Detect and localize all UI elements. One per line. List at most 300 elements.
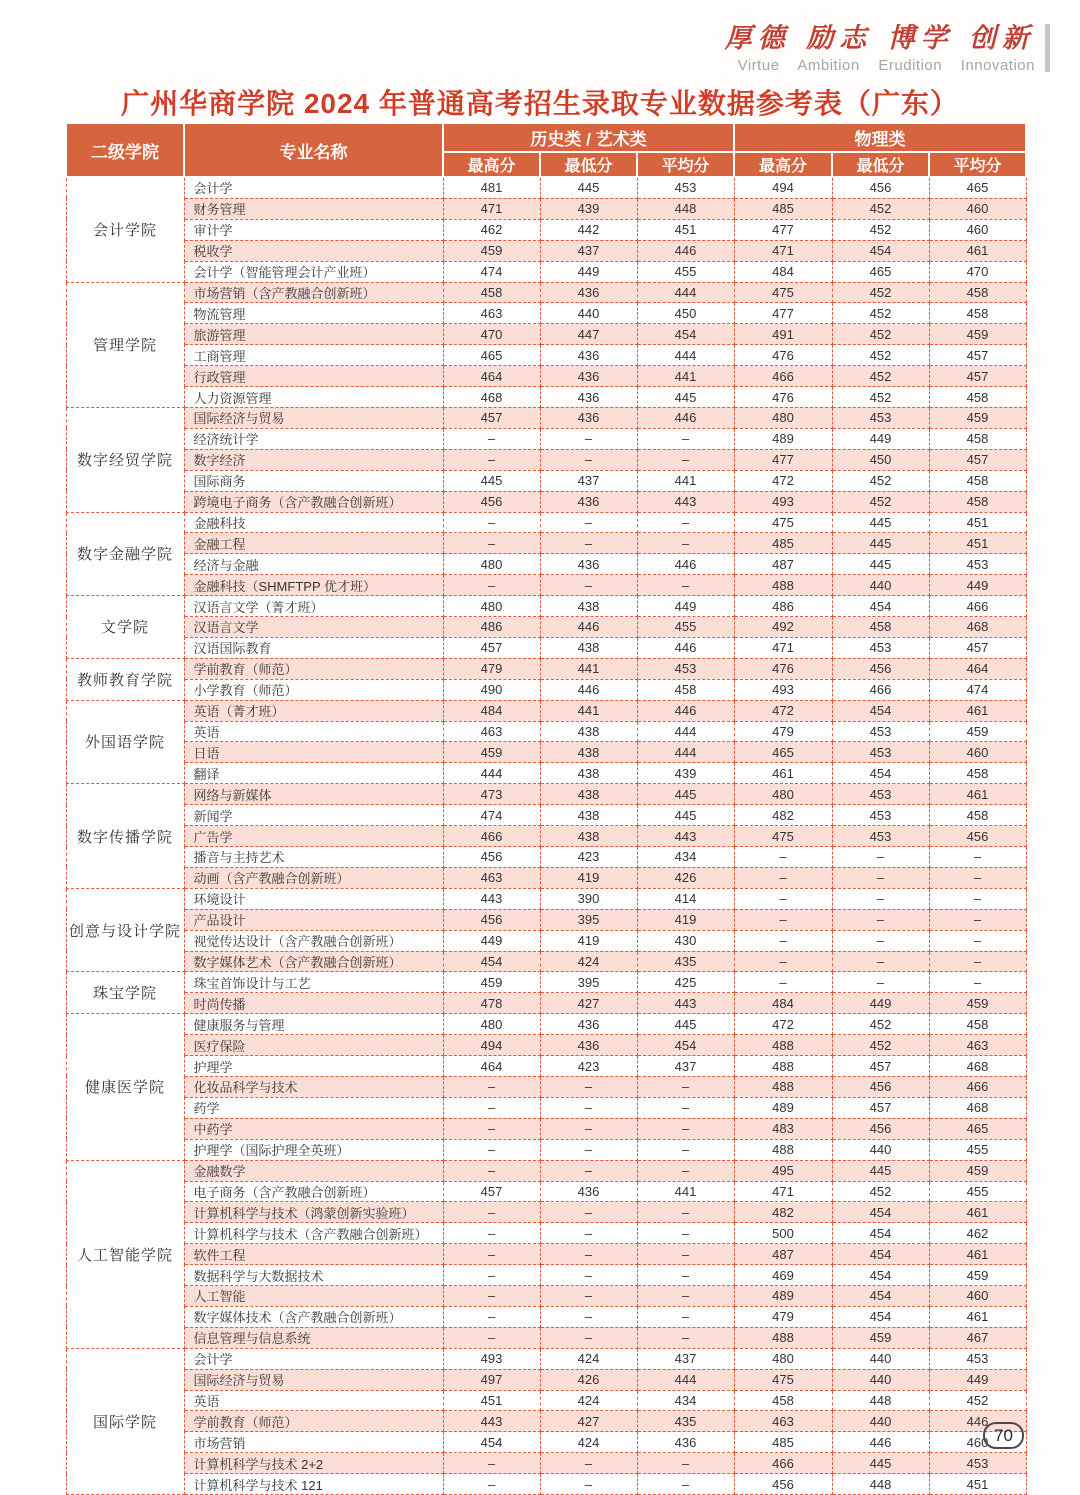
score-cell: 436 [540, 387, 637, 408]
score-cell: 443 [443, 888, 540, 909]
score-cell: 461 [929, 700, 1026, 721]
score-cell: 446 [540, 617, 637, 638]
score-cell: 441 [540, 658, 637, 679]
score-cell: 441 [540, 700, 637, 721]
score-cell: – [832, 972, 929, 993]
score-cell: 454 [637, 324, 734, 345]
score-cell: – [540, 1474, 637, 1495]
score-cell: 455 [929, 1139, 1026, 1160]
major-name-cell: 数据科学与大数据技术 [184, 1265, 443, 1286]
score-cell: 474 [929, 679, 1026, 700]
score-cell: 488 [734, 1327, 832, 1348]
score-cell: 446 [637, 407, 734, 428]
score-cell: 449 [929, 1369, 1026, 1390]
score-cell: 453 [832, 826, 929, 847]
score-cell: 476 [734, 387, 832, 408]
score-cell: 480 [443, 1014, 540, 1035]
score-cell: 466 [929, 1076, 1026, 1097]
score-cell: 492 [734, 617, 832, 638]
score-cell: – [734, 888, 832, 909]
header-avg-score-1: 平均分 [637, 152, 734, 177]
score-cell: 464 [443, 1056, 540, 1077]
table-row [66, 198, 1026, 219]
score-cell: 453 [832, 742, 929, 763]
score-cell: 488 [734, 1035, 832, 1056]
major-name-cell: 会计学（智能管理会计产业班） [184, 261, 443, 282]
score-cell: 395 [540, 972, 637, 993]
score-cell: 446 [540, 679, 637, 700]
score-cell: 423 [540, 847, 637, 868]
score-cell: 446 [637, 240, 734, 261]
score-cell: 441 [637, 366, 734, 387]
score-cell: 463 [734, 1411, 832, 1432]
score-cell: 419 [540, 867, 637, 888]
score-cell: 466 [832, 679, 929, 700]
table-row [66, 1265, 1026, 1286]
score-cell: 438 [540, 763, 637, 784]
table-row [66, 1306, 1026, 1327]
table-row [66, 449, 1026, 470]
major-name-cell: 中药学 [184, 1118, 443, 1139]
score-cell: 434 [637, 847, 734, 868]
score-cell: 444 [637, 742, 734, 763]
score-cell: 458 [929, 1014, 1026, 1035]
score-cell: 459 [929, 407, 1026, 428]
major-name-cell: 视觉传达设计（含产教融合创新班） [184, 930, 443, 951]
major-name-cell: 工商管理 [184, 345, 443, 366]
major-name-cell: 数字媒体艺术（含产教融合创新班） [184, 951, 443, 972]
score-cell: 459 [929, 993, 1026, 1014]
score-cell: 449 [832, 428, 929, 449]
score-cell: 424 [540, 1390, 637, 1411]
score-cell: 468 [929, 1056, 1026, 1077]
major-name-cell: 跨境电子商务（含产教融合创新班） [184, 491, 443, 512]
score-cell: 453 [832, 407, 929, 428]
major-name-cell: 健康服务与管理 [184, 1014, 443, 1035]
score-cell: 449 [929, 575, 1026, 596]
score-cell: 458 [929, 303, 1026, 324]
score-cell: – [929, 972, 1026, 993]
score-cell: 458 [929, 428, 1026, 449]
score-cell: 436 [540, 282, 637, 303]
score-cell: 452 [832, 1181, 929, 1202]
score-cell: 461 [929, 784, 1026, 805]
score-cell: 453 [832, 721, 929, 742]
major-name-cell: 播音与主持艺术 [184, 847, 443, 868]
score-cell: 454 [832, 1202, 929, 1223]
score-cell: 425 [637, 972, 734, 993]
score-cell: 466 [443, 826, 540, 847]
major-name-cell: 国际经济与贸易 [184, 407, 443, 428]
score-cell: 444 [637, 282, 734, 303]
score-cell: 453 [832, 805, 929, 826]
score-cell: – [734, 847, 832, 868]
college-name-cell: 国际学院 [66, 1348, 184, 1494]
score-cell: 445 [540, 177, 637, 198]
score-cell: 445 [443, 470, 540, 491]
score-cell: 456 [443, 491, 540, 512]
score-cell: – [540, 1223, 637, 1244]
score-cell: 451 [929, 533, 1026, 554]
score-cell: 445 [832, 554, 929, 575]
score-cell: – [637, 1265, 734, 1286]
college-name-cell: 珠宝学院 [66, 972, 184, 1014]
score-cell: 444 [637, 345, 734, 366]
score-cell: – [443, 1286, 540, 1307]
score-cell: – [540, 533, 637, 554]
major-name-cell: 英语（菁才班） [184, 700, 443, 721]
header-max-score-1: 最高分 [443, 152, 540, 177]
score-cell: – [443, 1244, 540, 1265]
score-cell: 456 [734, 1474, 832, 1495]
score-cell: 438 [540, 826, 637, 847]
score-cell: 454 [443, 1432, 540, 1453]
table-row [66, 470, 1026, 491]
score-cell: – [734, 951, 832, 972]
score-cell: 451 [443, 1390, 540, 1411]
college-name-cell: 管理学院 [66, 282, 184, 407]
score-cell: 482 [734, 805, 832, 826]
score-cell: 453 [637, 658, 734, 679]
score-cell: 468 [929, 617, 1026, 638]
score-cell: – [443, 1076, 540, 1097]
table-row [66, 1244, 1026, 1265]
score-cell: 473 [443, 784, 540, 805]
major-name-cell: 审计学 [184, 219, 443, 240]
score-cell: 460 [929, 1286, 1026, 1307]
table-row [66, 240, 1026, 261]
score-cell: 472 [734, 470, 832, 491]
table-row [66, 1160, 1026, 1181]
table-row [66, 993, 1026, 1014]
score-cell: 436 [540, 1181, 637, 1202]
score-cell: 475 [734, 826, 832, 847]
score-cell: 479 [443, 658, 540, 679]
score-cell: 463 [443, 303, 540, 324]
table-row [66, 533, 1026, 554]
table-row [66, 1369, 1026, 1390]
score-cell: 423 [540, 1056, 637, 1077]
score-cell: 486 [443, 617, 540, 638]
score-cell: 456 [929, 826, 1026, 847]
score-cell: – [443, 1202, 540, 1223]
score-cell: 465 [443, 345, 540, 366]
table-row [66, 596, 1026, 617]
score-cell: 460 [929, 198, 1026, 219]
score-cell: 478 [443, 993, 540, 1014]
major-name-cell: 税收学 [184, 240, 443, 261]
score-cell: – [637, 1453, 734, 1474]
score-cell: 448 [832, 1390, 929, 1411]
score-cell: 449 [540, 261, 637, 282]
score-cell: – [929, 909, 1026, 930]
score-cell: 438 [540, 596, 637, 617]
score-cell: 485 [734, 198, 832, 219]
admission-score-table [65, 122, 1027, 1495]
table-row [66, 1223, 1026, 1244]
table-row [66, 554, 1026, 575]
score-cell: 461 [929, 1306, 1026, 1327]
score-cell: 479 [734, 1306, 832, 1327]
score-cell: 443 [637, 491, 734, 512]
major-name-cell: 计算机科学与技术 121 [184, 1474, 443, 1495]
score-cell: 451 [929, 1474, 1026, 1495]
score-cell: 471 [734, 1181, 832, 1202]
score-cell: 424 [540, 1348, 637, 1369]
table-row [66, 1390, 1026, 1411]
score-cell: 436 [540, 554, 637, 575]
score-cell: 454 [832, 596, 929, 617]
table-row [66, 763, 1026, 784]
table-row [66, 1432, 1026, 1453]
score-cell: 467 [929, 1327, 1026, 1348]
score-cell: 463 [443, 721, 540, 742]
score-cell: 440 [540, 303, 637, 324]
score-cell: – [637, 1118, 734, 1139]
score-cell: 459 [929, 1265, 1026, 1286]
score-cell: – [637, 1097, 734, 1118]
score-cell: 449 [443, 930, 540, 951]
score-cell: 441 [637, 470, 734, 491]
score-cell: 452 [832, 198, 929, 219]
score-cell: – [443, 1223, 540, 1244]
table-row [66, 387, 1026, 408]
score-cell: 446 [832, 1432, 929, 1453]
major-name-cell: 金融科技（SHMFTPP 优才班） [184, 575, 443, 596]
score-cell: 484 [734, 993, 832, 1014]
score-cell: – [832, 909, 929, 930]
score-cell: 437 [540, 240, 637, 261]
table-row [66, 261, 1026, 282]
score-cell: – [637, 1244, 734, 1265]
score-cell: 426 [637, 867, 734, 888]
score-cell: – [929, 847, 1026, 868]
major-name-cell: 信息管理与信息系统 [184, 1327, 443, 1348]
college-name-cell: 创意与设计学院 [66, 888, 184, 972]
college-name-cell: 数字传播学院 [66, 784, 184, 889]
score-cell: 454 [832, 240, 929, 261]
score-cell: 488 [734, 1139, 832, 1160]
table-row [66, 1014, 1026, 1035]
motto-divider-bar [1045, 24, 1050, 72]
score-cell: 449 [832, 993, 929, 1014]
score-cell: 480 [734, 1348, 832, 1369]
score-cell: 445 [637, 387, 734, 408]
score-cell: 488 [734, 1056, 832, 1077]
score-cell: 500 [734, 1223, 832, 1244]
score-cell: 459 [443, 742, 540, 763]
score-cell: – [637, 575, 734, 596]
score-cell: 480 [734, 784, 832, 805]
score-cell: 456 [443, 847, 540, 868]
score-cell: 419 [540, 930, 637, 951]
score-cell: 455 [929, 1181, 1026, 1202]
score-cell: 453 [832, 784, 929, 805]
major-name-cell: 旅游管理 [184, 324, 443, 345]
college-name-cell: 外国语学院 [66, 700, 184, 784]
page-title: 广州华商学院 2024 年普通高考招生录取专业数据参考表（广东） [121, 88, 959, 119]
header-major: 专业名称 [184, 123, 443, 177]
score-cell: 448 [832, 1474, 929, 1495]
header-max-score-2: 最高分 [734, 152, 832, 177]
score-cell: 461 [929, 1244, 1026, 1265]
score-cell: 465 [832, 261, 929, 282]
major-name-cell: 环境设计 [184, 888, 443, 909]
score-cell: 485 [734, 533, 832, 554]
table-row [66, 282, 1026, 303]
table-row [66, 491, 1026, 512]
major-name-cell: 新闻学 [184, 805, 443, 826]
score-cell: 468 [929, 1097, 1026, 1118]
score-cell: 457 [929, 345, 1026, 366]
table-row [66, 1035, 1026, 1056]
score-cell: 458 [929, 387, 1026, 408]
score-cell: 491 [734, 324, 832, 345]
score-cell: 439 [540, 198, 637, 219]
score-cell: 445 [637, 1014, 734, 1035]
score-cell: 454 [832, 763, 929, 784]
score-cell: 484 [443, 700, 540, 721]
score-cell: 458 [929, 763, 1026, 784]
score-cell: 439 [637, 763, 734, 784]
table-row [66, 512, 1026, 533]
school-motto [725, 24, 1050, 74]
score-cell: 454 [832, 700, 929, 721]
table-row [66, 888, 1026, 909]
table-row [66, 1139, 1026, 1160]
score-cell: 497 [443, 1369, 540, 1390]
score-cell: 436 [540, 407, 637, 428]
major-name-cell: 市场营销 [184, 1432, 443, 1453]
table-row [66, 407, 1026, 428]
table-row [66, 1474, 1026, 1495]
major-name-cell: 市场营销（含产教融合创新班） [184, 282, 443, 303]
major-name-cell: 汉语言文学（菁才班） [184, 596, 443, 617]
score-cell: 465 [929, 1118, 1026, 1139]
score-cell: 487 [734, 1244, 832, 1265]
score-cell: 457 [929, 366, 1026, 387]
score-cell: – [443, 1453, 540, 1474]
score-cell: 464 [443, 366, 540, 387]
major-name-cell: 计算机科学与技术 2+2 [184, 1453, 443, 1474]
college-name-cell: 会计学院 [66, 177, 184, 282]
score-cell: – [832, 951, 929, 972]
score-cell: 438 [540, 805, 637, 826]
score-cell: 452 [832, 387, 929, 408]
score-cell: 452 [832, 219, 929, 240]
table-body [66, 177, 1026, 1495]
score-cell: 453 [832, 637, 929, 658]
score-cell: 435 [637, 1411, 734, 1432]
score-cell: 452 [832, 345, 929, 366]
table-row [66, 867, 1026, 888]
major-name-cell: 珠宝首饰设计与工艺 [184, 972, 443, 993]
major-name-cell: 广告学 [184, 826, 443, 847]
score-cell: 454 [637, 1035, 734, 1056]
table-row [66, 1181, 1026, 1202]
score-cell: – [637, 1286, 734, 1307]
score-cell: – [540, 1160, 637, 1181]
score-cell: 484 [734, 261, 832, 282]
score-cell: 441 [637, 1181, 734, 1202]
score-cell: 457 [443, 1181, 540, 1202]
header-college: 二级学院 [66, 123, 184, 177]
score-cell: 457 [929, 637, 1026, 658]
header-history-arts-group: 历史类 / 艺术类 [443, 123, 734, 152]
score-cell: – [540, 1327, 637, 1348]
score-cell: 438 [540, 637, 637, 658]
score-cell: 459 [832, 1327, 929, 1348]
major-name-cell: 会计学 [184, 177, 443, 198]
major-name-cell: 数字经济 [184, 449, 443, 470]
table-row [66, 972, 1026, 993]
score-cell: – [540, 575, 637, 596]
score-cell: 458 [734, 1390, 832, 1411]
score-cell: 457 [832, 1056, 929, 1077]
score-cell: 466 [734, 366, 832, 387]
score-cell: 474 [443, 261, 540, 282]
score-cell: 459 [929, 324, 1026, 345]
score-cell: 452 [832, 282, 929, 303]
major-name-cell: 日语 [184, 742, 443, 763]
score-cell: 440 [832, 1369, 929, 1390]
major-name-cell: 行政管理 [184, 366, 443, 387]
score-cell: 475 [734, 512, 832, 533]
score-cell: – [637, 1202, 734, 1223]
score-cell: 451 [929, 512, 1026, 533]
college-name-cell: 文学院 [66, 596, 184, 659]
score-cell: 436 [540, 345, 637, 366]
score-cell: 424 [540, 951, 637, 972]
table-row [66, 658, 1026, 679]
major-name-cell: 动画（含产教融合创新班） [184, 867, 443, 888]
table-row [66, 575, 1026, 596]
score-cell: – [540, 1306, 637, 1327]
score-cell: 488 [734, 575, 832, 596]
score-cell: 436 [540, 1035, 637, 1056]
score-cell: 438 [540, 721, 637, 742]
score-cell: 445 [832, 533, 929, 554]
score-cell: 458 [637, 679, 734, 700]
score-cell: 458 [832, 617, 929, 638]
score-cell: 471 [443, 198, 540, 219]
score-cell: 459 [443, 240, 540, 261]
score-cell: 471 [734, 240, 832, 261]
score-cell: 440 [832, 1139, 929, 1160]
score-cell: 454 [832, 1265, 929, 1286]
table-row [66, 679, 1026, 700]
score-cell: 458 [929, 805, 1026, 826]
score-cell: 427 [540, 993, 637, 1014]
table-row [66, 303, 1026, 324]
major-name-cell: 化妆品科学与技术 [184, 1076, 443, 1097]
score-cell: – [540, 449, 637, 470]
table-row [66, 721, 1026, 742]
score-cell: – [443, 512, 540, 533]
table-row [66, 219, 1026, 240]
table-row [66, 784, 1026, 805]
score-cell: – [734, 867, 832, 888]
score-cell: 446 [637, 554, 734, 575]
score-cell: 445 [832, 512, 929, 533]
score-cell: 446 [929, 1411, 1026, 1432]
table-row [66, 1327, 1026, 1348]
score-cell: 454 [832, 1286, 929, 1307]
major-name-cell: 人工智能 [184, 1286, 443, 1307]
score-cell: – [443, 1160, 540, 1181]
motto-chinese: 厚德 励志 博学 创新 [724, 23, 1035, 54]
major-name-cell: 英语 [184, 1390, 443, 1411]
